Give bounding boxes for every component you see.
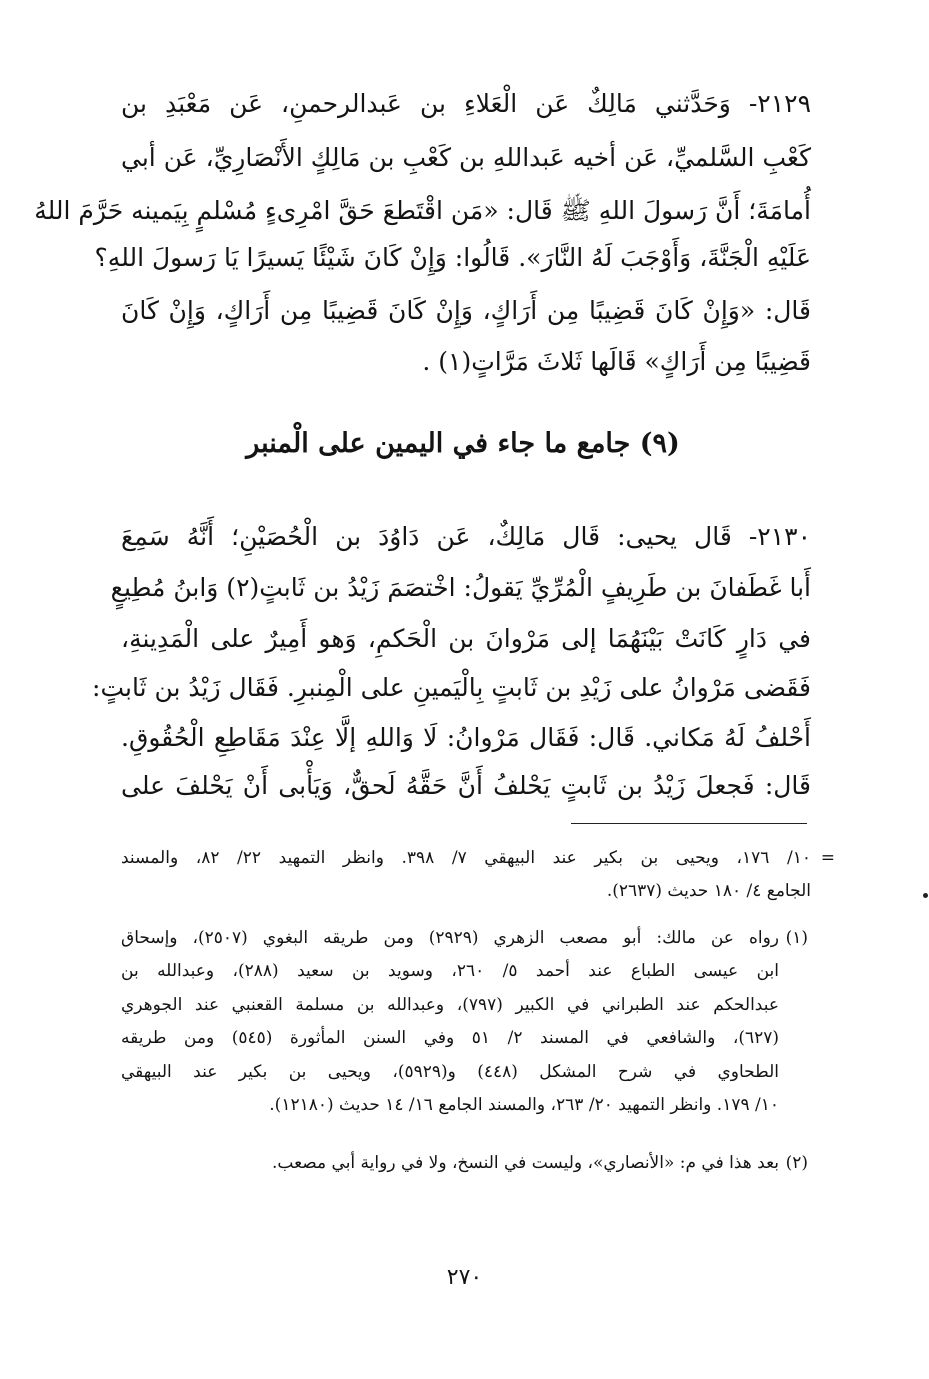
footnote-2-line-1: بعد هذا في م: «الأنصاري»، وليست في النسخ، ولا في رواية أبي مصعب.: [271, 1153, 779, 1173]
hadith-2130-line-2: أَبا غَطَفانَ بن طَرِيفٍ الْمُرِّيِّ يَقولُ: اخْتصَمَ زَيْدُ بن ثَابتٍ(٢) وَابنُ مُطِيعٍ: [110, 573, 811, 602]
footnote-continued-line-2: الجامع ٤/ ١٨٠ حديث (٢٦٣٧).: [606, 881, 811, 901]
footnote-2-mark: (٢): [785, 1153, 808, 1173]
footnote-separator: [571, 823, 807, 824]
hadith-2129-line-5: قَال: «وَإِنْ كَانَ قَضِيبًا مِن أَرَاكٍ، وَإِنْ كَانَ قَضِيبًا مِن أَرَاكٍ، وَإِنْ كَانَ: [121, 296, 811, 325]
hadith-2130-line-4: فَقَضى مَرْوانُ على زَيْدِ بن ثَابتٍ بِالْيَمينِ على الْمِنبرِ. فَقَال زَيْدُ بن ثَابتٍ:: [92, 673, 811, 702]
footnote-1-line-1: رواه عن مالك: أبو مصعب الزهري (٢٩٢٩) ومن طريقه البغوي (٢٥٠٧)، وإسحاق: [121, 928, 779, 948]
footnote-1-line-6: ١٠/ ١٧٩. وانظر التمهيد ٢٠/ ٢٦٣، والمسند الجامع ١٦/ ١٤ حديث (١٢١٨٠).: [269, 1095, 779, 1115]
scan-mark: [923, 893, 928, 898]
footnote-continuation-mark: =: [820, 848, 835, 868]
footnote-1-line-5: الطحاوي في شرح المشكل (٤٤٨) و(٥٩٢٩)، ويحيى بن بكير عند البيهقي: [121, 1062, 779, 1082]
hadith-2130-line-6: قَال: فَجعلَ زَيْدُ بن ثَابتٍ يَحْلفُ أَنَّ حَقَّهُ لَحقٌّ، وَيَأْبى أَنْ يَحْلفَ على: [121, 771, 811, 800]
hadith-2130-line-1: ٢١٣٠- قَال يحيى: قَال مَالِكٌ، عَن دَاوُدَ بن الْحُصَيْنِ؛ أَنَّهُ سَمِعَ: [121, 522, 811, 551]
hadith-2130-line-5: أَحْلفُ لَهُ مَكاني. قَال: فَقَال مَرْوانُ: لَا وَاللهِ إلَّا عِنْدَ مَقَاطِعِ الْحُقُوقِ.: [121, 723, 811, 752]
footnote-1-line-2: ابن عيسى الطباع عند أحمد ٥/ ٢٦٠، وسويد بن سعيد (٢٨٨)، وعبدالله بن: [121, 961, 779, 981]
hadith-2129-line-6: قَضِيبًا مِن أَرَاكٍ» قَالَها ثَلاثَ مَرَّاتٍ(١) .: [422, 347, 811, 376]
hadith-2130-line-3: في دَارٍ كَانَتْ بَيْنَهُمَا إلى مَرْوانَ بن الْحَكمِ، وَهو أَمِيرٌ على الْمَدِينةِ،: [121, 624, 811, 653]
hadith-2129-line-3: أُمامَةَ؛ أَنَّ رَسولَ اللهِ ﷺ قَال: «مَن اقْتَطعَ حَقَّ امْرِىءٍ مُسْلمٍ بِيَمينه حَرَّمَ اللهُ: [34, 196, 811, 225]
page-number: ٢٧٠: [446, 1265, 483, 1290]
footnote-continued-line-1: ١٠/ ١٧٦، ويحيى بن بكير عند البيهقي ٧/ ٣٩٨. وانظر التمهيد ٢٢/ ٨٢، والمسند: [121, 848, 812, 868]
footnote-1-line-4: (٦٢٧)، والشافعي في المسند ٢/ ٥١ وفي السنن المأثورة (٥٤٥) ومن طريقه: [121, 1028, 780, 1048]
hadith-2129-line-4: عَلَيْهِ الْجَنَّةَ، وَأَوْجَبَ لَهُ النَّارَ». قَالُوا: وَإِنْ كَانَ شَيْئًا يَسيرًا يَا رَسولَ اللهِ؟: [94, 243, 811, 272]
footnote-1-line-3: عبدالحكم عند الطبراني في الكبير (٧٩٧)، وعبدالله بن مسلمة القعنبي عند الجوهري: [121, 995, 779, 1015]
footnote-1-mark: (١): [785, 928, 808, 948]
hadith-2129-line-2: كَعْبِ السَّلميِّ، عَن أخيه عَبداللهِ بن كَعْبِ بن مَالِكٍ الأَنْصَارِيِّ، عَن أبي: [121, 143, 811, 172]
chapter-heading: (٩) جامع ما جاء في اليمين على الْمنبر: [246, 428, 680, 459]
hadith-2129-line-1: ٢١٢٩- وَحَدَّثني مَالِكٌ عَن الْعَلاءِ بن عَبدالرحمنِ، عَن مَعْبَدِ بن: [121, 89, 811, 118]
